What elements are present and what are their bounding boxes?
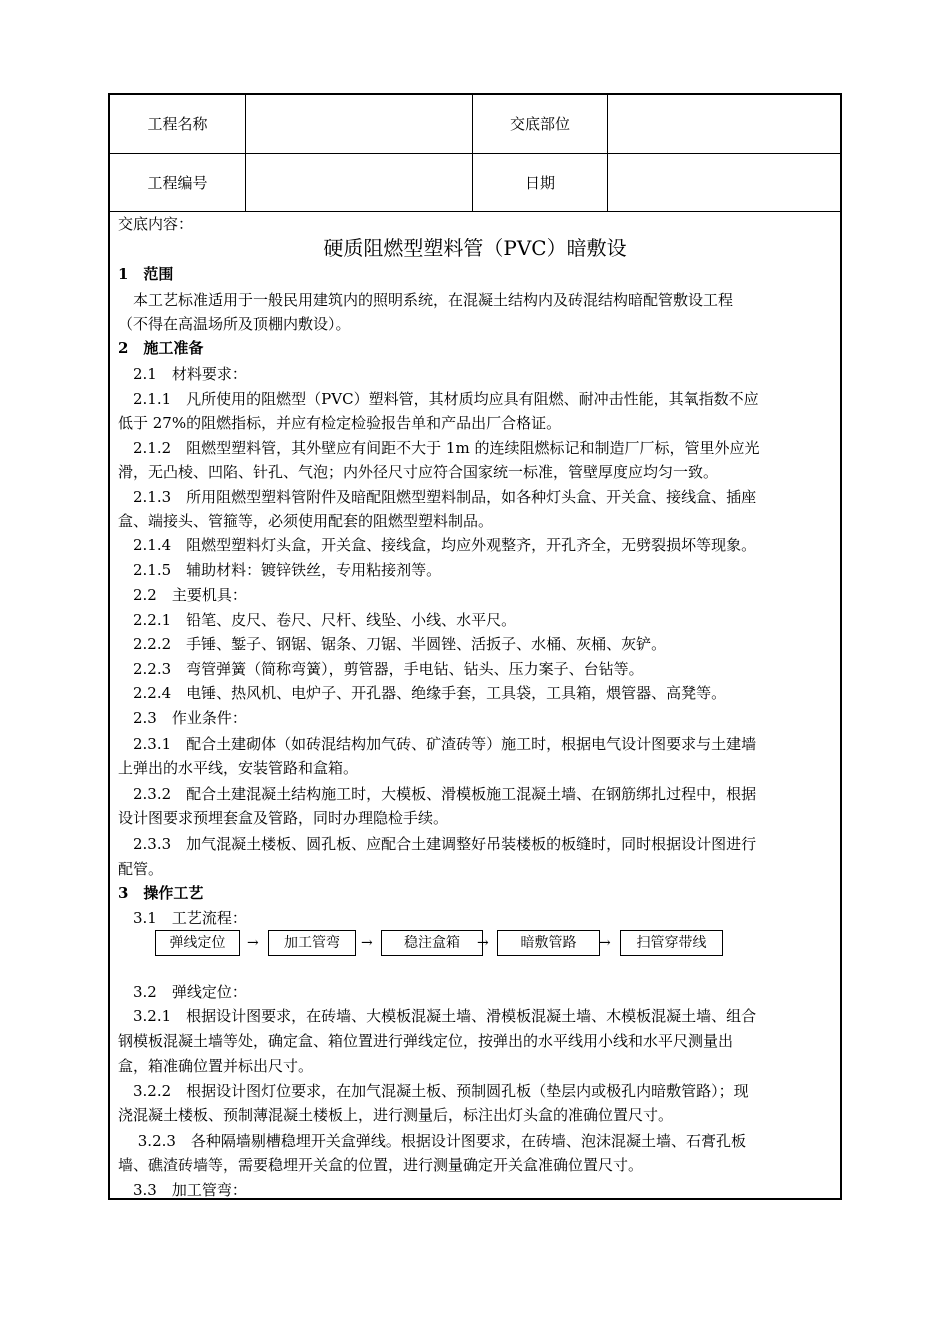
date-label: 日期 (524, 174, 555, 192)
process-flow (110, 930, 840, 960)
paragraph-line: 盒，箱准确位置并标出尺寸。 (118, 1057, 314, 1075)
project-name-label: 工程名称 (147, 115, 208, 133)
paragraph-line: 3.3 加工管弯： (118, 1181, 247, 1199)
document-frame (108, 93, 842, 1200)
header-table (110, 95, 840, 212)
location-label: 交底部位 (509, 115, 570, 133)
flow-step: 弹线定位 (155, 930, 240, 956)
paragraph-line: 3.2.3 各种隔墙剔槽稳埋开关盒弹线。根据设计图要求，在砖墙、泡沫混凝土墙、石膏孔板 (118, 1132, 746, 1150)
section-heading: 2 施工准备 (118, 339, 204, 357)
paragraph-line: 2.2.1 铅笔、皮尺、卷尺、尺杆、线坠、小线、水平尺。 (118, 611, 517, 629)
flow-step: 稳注盒箱 (381, 930, 483, 956)
header-row-divider (110, 153, 840, 154)
flow-arrow-icon: → (361, 935, 373, 951)
paragraph-line: 配管。 (118, 860, 164, 878)
paragraph-line: 3.2.1 根据设计图要求，在砖墙、大模板混凝土墙、滑模板混凝土墙、木模板混凝土墙、组合 (118, 1007, 757, 1025)
paragraph-line: 2.2.2 手锤、錾子、钢锯、锯条、刀锯、半圆锉、活扳子、水桶、灰桶、灰铲。 (118, 635, 667, 653)
paragraph-line: 2.1.5 辅助材料：镀锌铁丝，专用粘接剂等。 (118, 561, 442, 579)
paragraph-line: （不得在高温场所及顶棚内敷设）。 (118, 315, 351, 333)
paragraph-line: 2.1 材料要求： (118, 365, 247, 383)
paragraph-line: 2.1.1 凡所使用的阻燃型（PVC）塑料管，其材质均应具有阻燃、耐冲击性能，其氧指数不应 (118, 390, 759, 408)
paragraph-line: 2.2 主要机具： (118, 586, 247, 604)
paragraph-line: 2.3 作业条件： (118, 709, 247, 727)
header-bottom-border (110, 211, 840, 212)
paragraph-line: 2.1.2 阻燃型塑料管，其外壁应有间距不大于 1m 的连续阻燃标记和制造厂厂标，管里外应光 (118, 439, 760, 457)
paragraph-line: 2.2.3 弯管弹簧（简称弯簧），剪管器，手电钻、钻头、压力案子、台钻等。 (118, 660, 644, 678)
paragraph-line: 3.1 工艺流程： (118, 909, 247, 927)
flow-arrow-icon: → (599, 935, 611, 951)
section-heading: 1 范围 (118, 265, 174, 283)
paragraph-line: 低于 27%的阻燃指标，并应有检定检验报告单和产品出厂合格证。 (118, 414, 562, 432)
paragraph-line: 滑，无凸棱、凹陷、针孔、气泡；内外径尺寸应符合国家统一标准，管壁厚度应均匀一致。 (118, 463, 719, 481)
paragraph-line: 2.2.4 电锤、热风机、电炉子、开孔器、绝缘手套，工具袋，工具箱，煨管器、高凳等。 (118, 684, 727, 702)
paragraph-line: 2.3.3 加气混凝土楼板、圆孔板、应配合土建调整好吊装楼板的板缝时，同时根据设计图进行 (118, 835, 757, 853)
flow-arrow-icon: → (477, 935, 489, 951)
paragraph-line: 3.2.2 根据设计图灯位要求，在加气混凝土板、预制圆孔板（垫层内或极孔内暗敷管路）；现 (118, 1082, 749, 1100)
paragraph-line: 墙、礁渣砖墙等，需要稳埋开关盒的位置，进行测量确定开关盒准确位置尺寸。 (118, 1156, 644, 1174)
paragraph-line: 2.1.4 阻燃型塑料灯头盒，开关盒、接线盒，均应外观整齐，开孔齐全，无劈裂损坏等现象。 (118, 536, 757, 554)
paragraph-line: 盒、端接头、管箍等，必须使用配套的阻燃型塑料制品。 (118, 512, 494, 530)
paragraph-line: 上弹出的水平线，安装管路和盒箱。 (118, 759, 359, 777)
header-col-divider-3 (607, 95, 608, 212)
paragraph-line: 浇混凝土楼板、预制薄混凝土楼板上，进行测量后，标注出灯头盒的准确位置尺寸。 (118, 1106, 674, 1124)
paragraph-line: 设计图要求预埋套盒及管路，同时办理隐检手续。 (118, 809, 449, 827)
header-col-divider-2 (472, 95, 473, 212)
flow-arrow-icon: → (247, 935, 259, 951)
paragraph-line: 2.1.3 所用阻燃型塑料管附件及暗配阻燃型塑料制品，如各种灯头盒、开关盒、接线盒、插座 (118, 488, 757, 506)
paragraph-line: 本工艺标准适用于一般民用建筑内的照明系统，在混凝土结构内及砖混结构暗配管敷设工程 (118, 291, 734, 309)
paragraph-line: 3.2 弹线定位： (118, 983, 247, 1001)
paragraph-line: 2.3.1 配合土建砌体（如砖混结构加气砖、矿渣砖等）施工时，根据电气设计图要求与土建墙 (118, 735, 757, 753)
header-col-divider-1 (245, 95, 246, 212)
flow-step: 扫管穿带线 (620, 930, 723, 956)
project-number-label: 工程编号 (147, 174, 208, 192)
section-heading: 3 操作工艺 (118, 884, 204, 902)
paragraph-line: 2.3.2 配合土建混凝土结构施工时，大模板、滑模板施工混凝土墙、在钢筋绑扎过程中，根据 (118, 785, 757, 803)
content-label: 交底内容： (118, 215, 194, 233)
flow-step: 暗敷管路 (497, 930, 600, 956)
paragraph-line: 钢模板混凝土墙等处，确定盒、箱位置进行弹线定位，按弹出的水平线用小线和水平尺测量出 (118, 1032, 734, 1050)
flow-step: 加工管弯 (268, 930, 356, 956)
document-title: 硬质阻燃型塑料管（PVC）暗敷设 (323, 236, 627, 260)
